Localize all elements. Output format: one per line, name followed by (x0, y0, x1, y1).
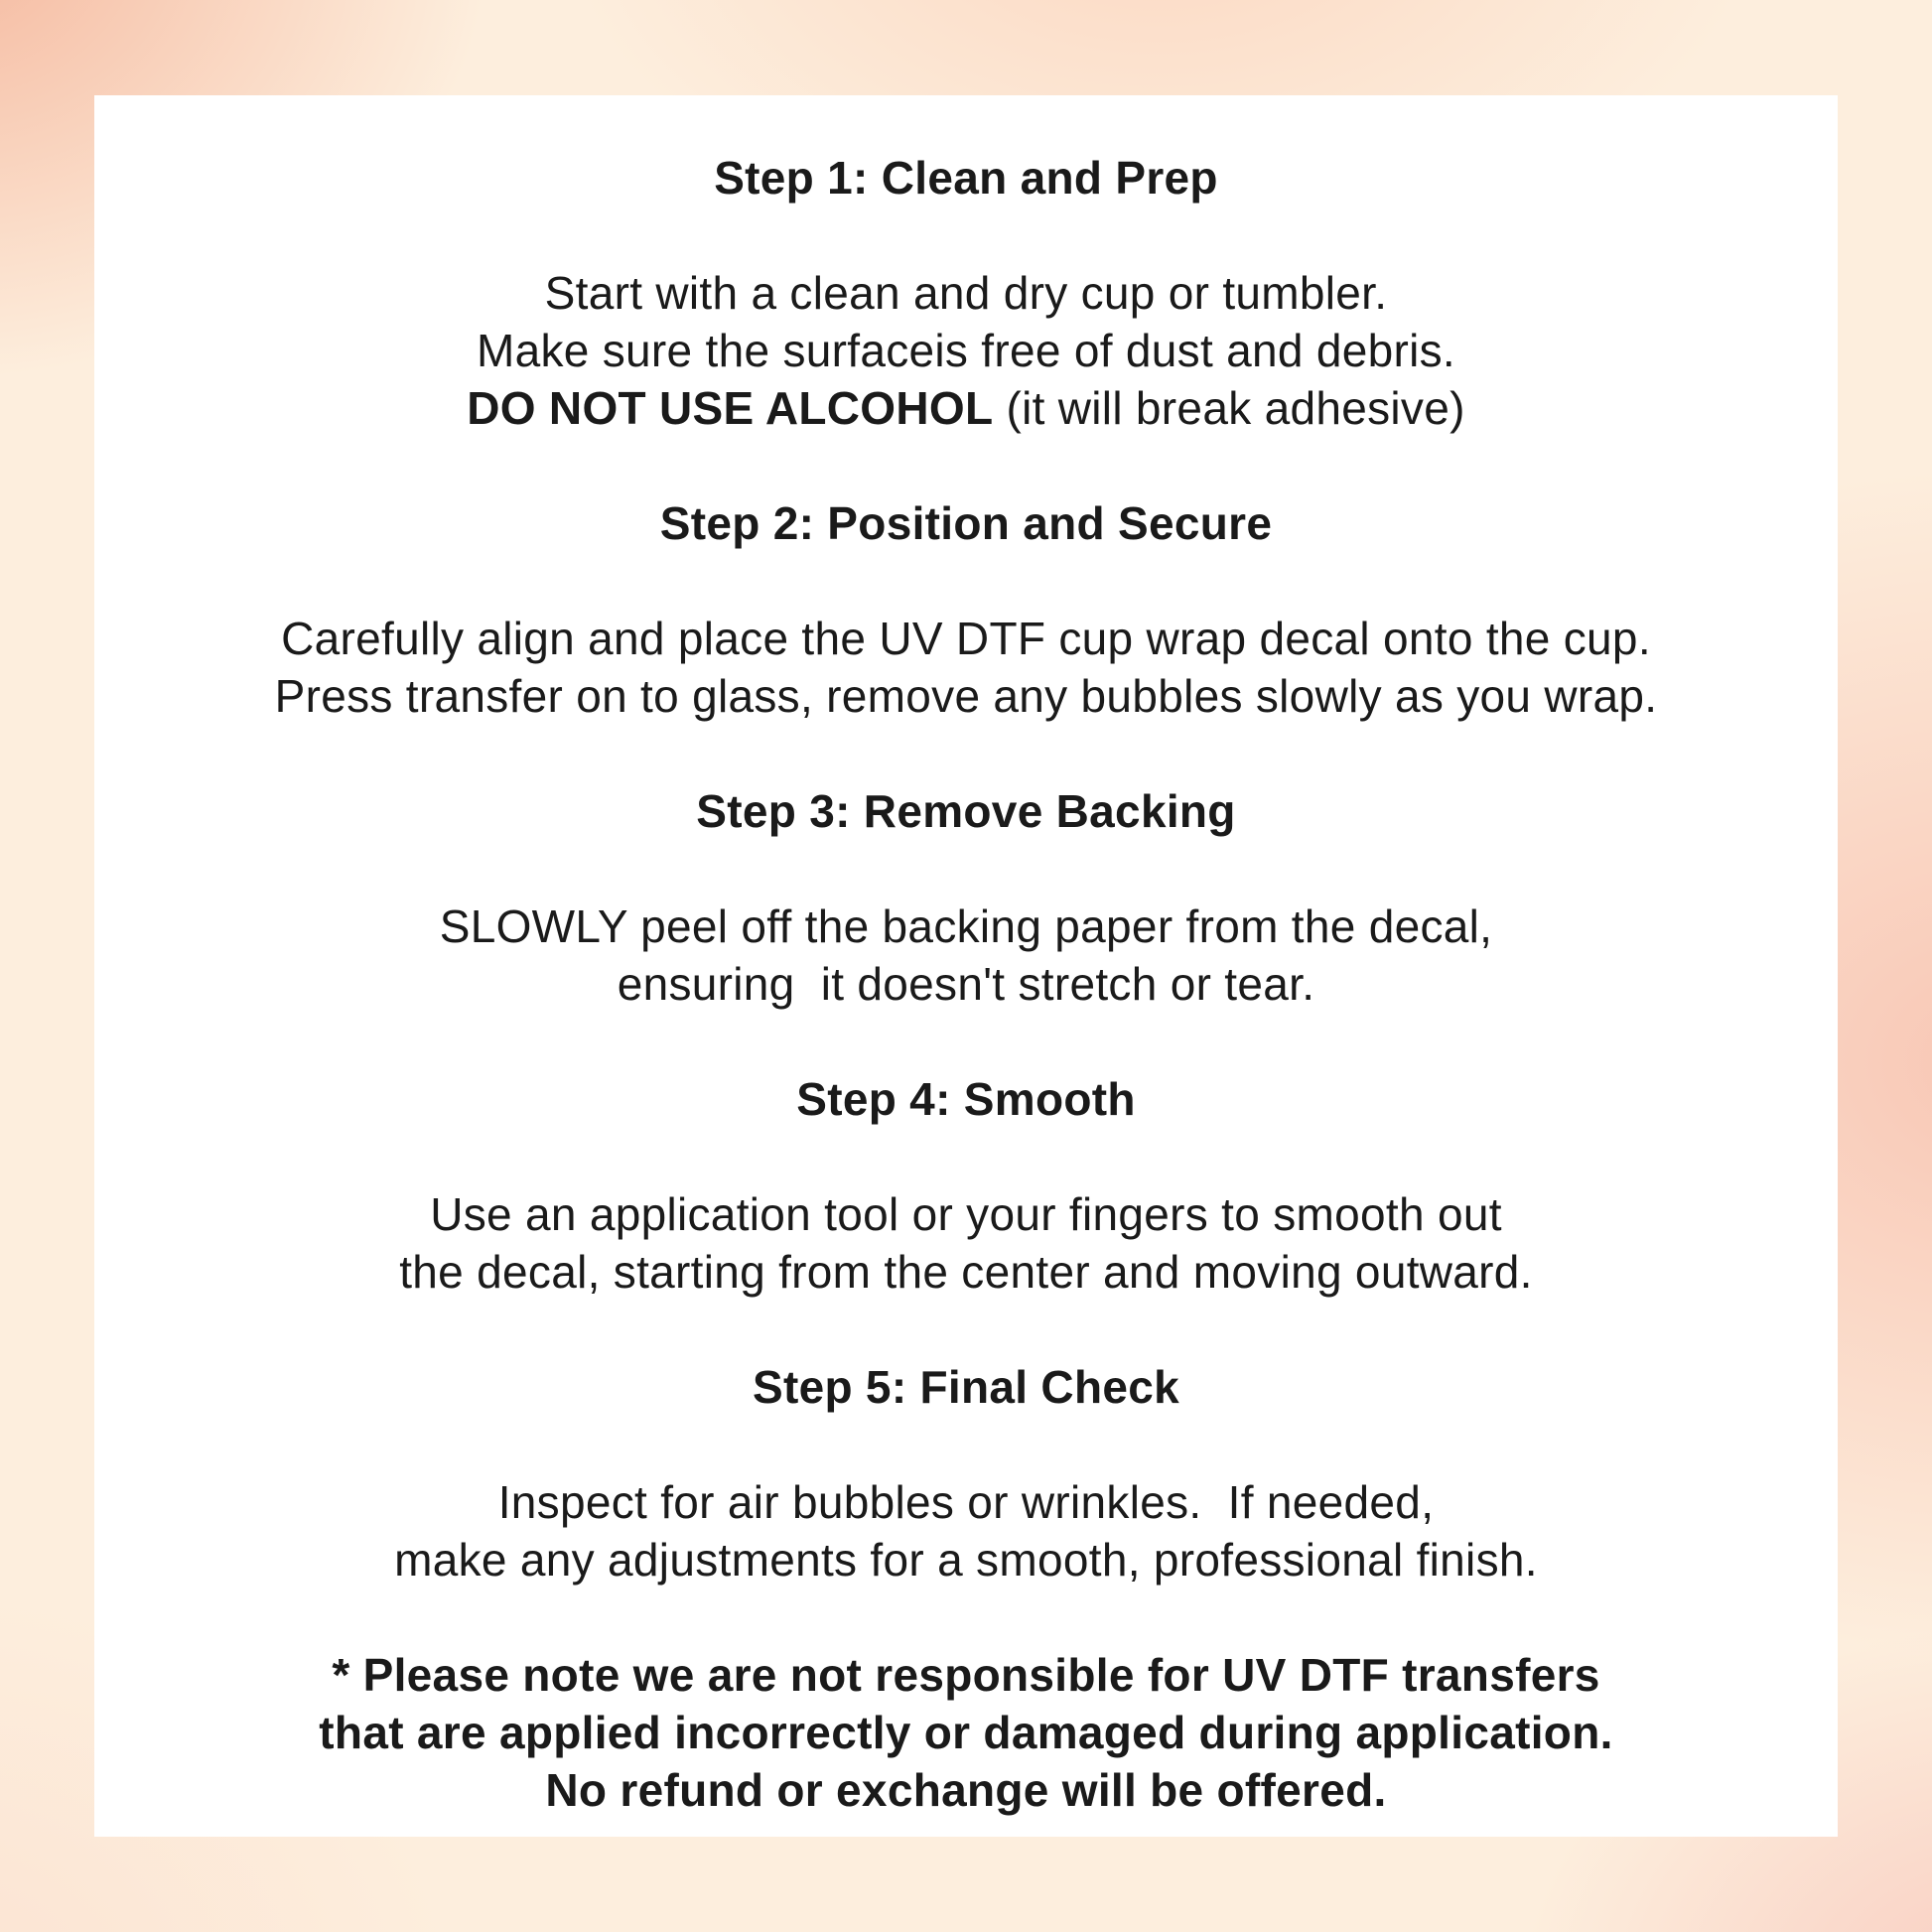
step-1-section (94, 149, 1838, 437)
step-1-heading: Step 1: Clean and Prep (714, 152, 1218, 204)
step-1-line-1: Start with a clean and dry cup or tumbler. (544, 267, 1388, 319)
step-3-section (94, 782, 1838, 1013)
step-3-line-1: SLOWLY peel off the backing paper from the decal, (439, 900, 1493, 952)
step-4-line-1: Use an application tool or your fingers to smooth out (430, 1188, 1502, 1240)
step-1-warning-line (94, 379, 1838, 437)
step-5-line-1: Inspect for air bubbles or wrinkles. If needed, (497, 1476, 1435, 1528)
step-1-line-2: Make sure the surfaceis free of dust and debris. (476, 325, 1455, 376)
step-4-section (94, 1070, 1838, 1301)
step-2-line-1: Carefully align and place the UV DTF cup wrap decal onto the cup. (281, 613, 1651, 664)
disclaimer-section (94, 1646, 1838, 1819)
step-5-line-2: make any adjustments for a smooth, professional finish. (394, 1534, 1538, 1586)
disclaimer-line-3: No refund or exchange will be offered. (545, 1764, 1387, 1816)
step-3-line-2: ensuring it doesn't stretch or tear. (617, 958, 1315, 1010)
disclaimer-line-2: that are applied incorrectly or damaged during application. (319, 1707, 1613, 1758)
step-2-heading: Step 2: Position and Secure (659, 497, 1273, 549)
instructions-panel (94, 95, 1838, 1837)
step-5-section (94, 1358, 1838, 1588)
step-2-line-2: Press transfer on to glass, remove any bubbles slowly as you wrap. (274, 670, 1658, 722)
alcohol-warning-bold: DO NOT USE ALCOHOL (467, 382, 994, 434)
disclaimer-line-1: * Please note we are not responsible for UV DTF transfers (332, 1649, 1600, 1701)
step-4-line-2: the decal, starting from the center and moving outward. (399, 1246, 1533, 1298)
step-3-heading: Step 3: Remove Backing (696, 785, 1236, 837)
alcohol-warning-rest: (it will break adhesive) (993, 382, 1465, 434)
step-2-section (94, 494, 1838, 725)
step-4-heading: Step 4: Smooth (796, 1073, 1136, 1125)
step-5-heading: Step 5: Final Check (752, 1361, 1180, 1413)
